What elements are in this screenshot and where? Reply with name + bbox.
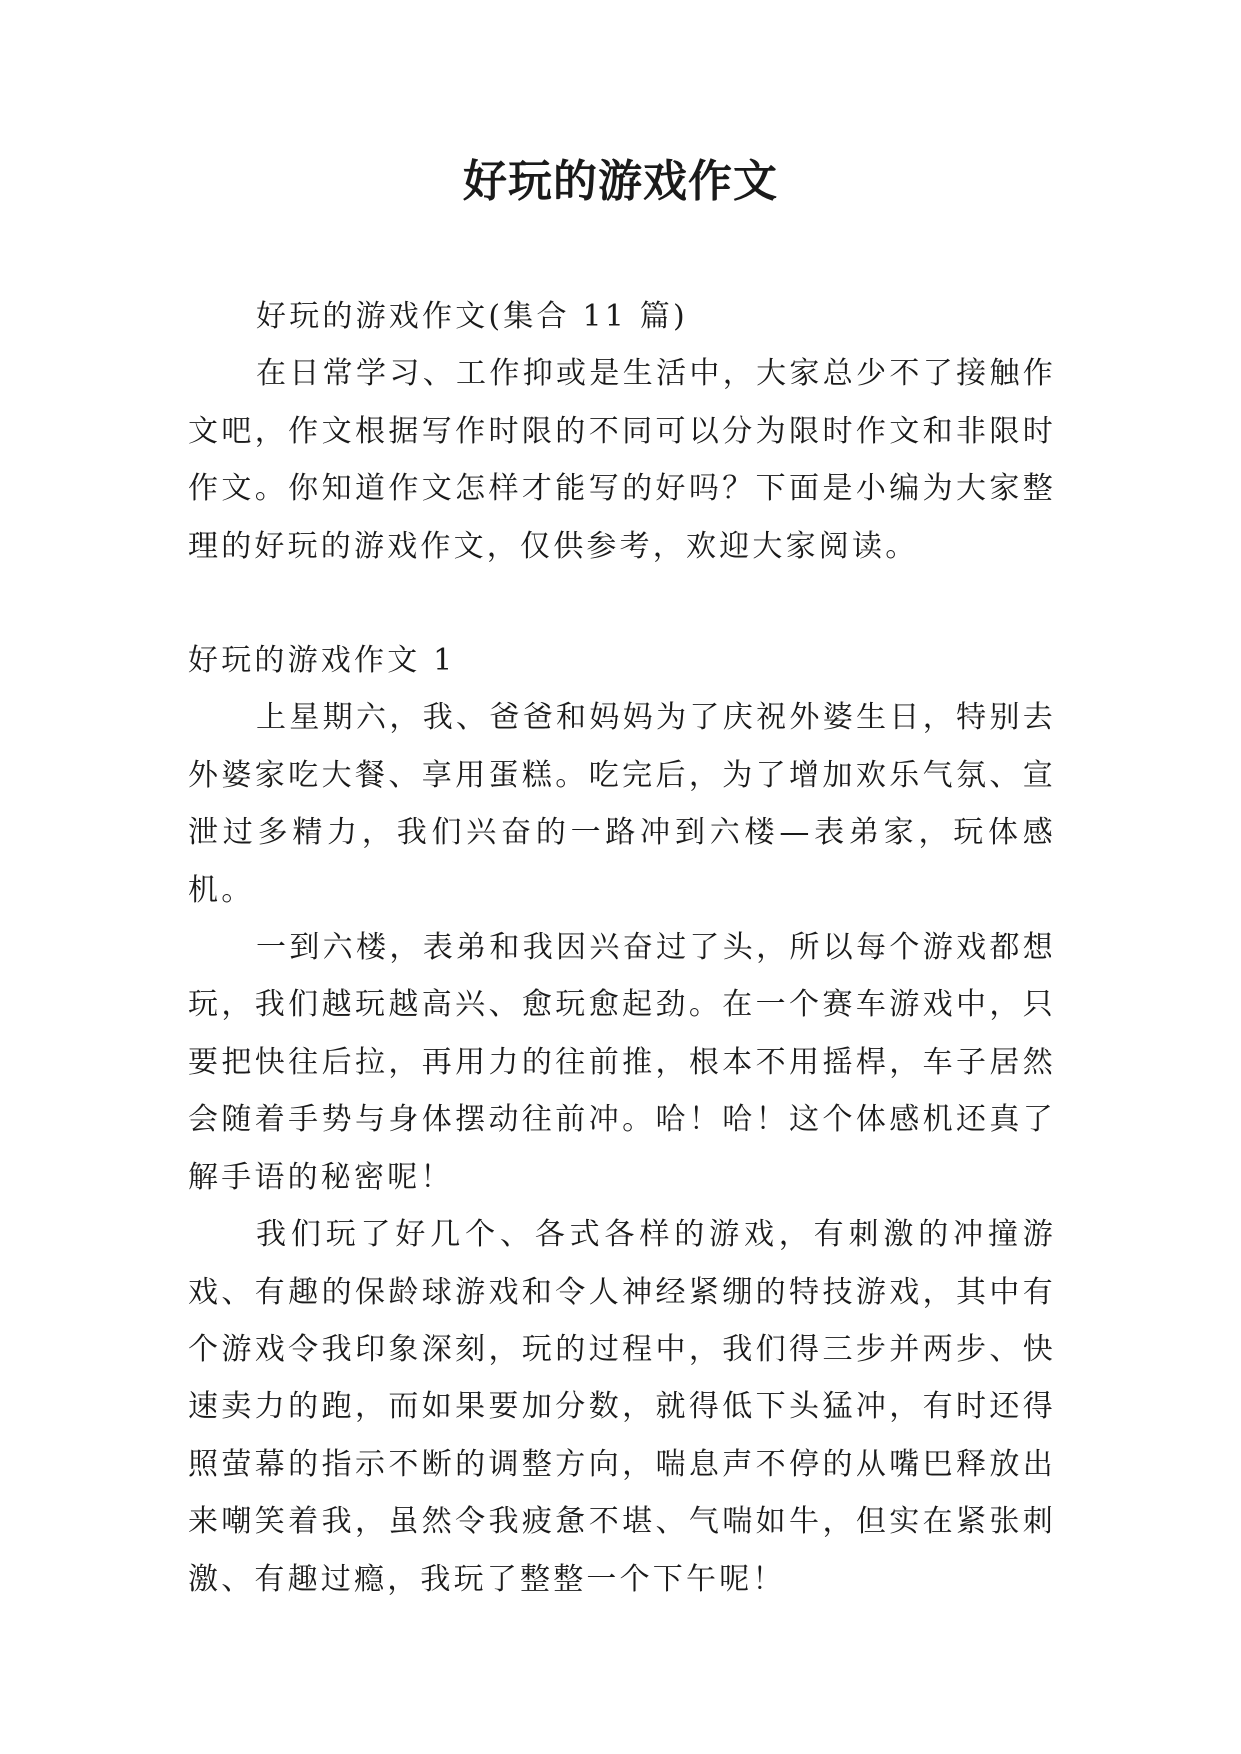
document-subtitle: 好玩的游戏作文(集合 11 篇) <box>256 299 688 334</box>
document-title: 好玩的游戏作文 <box>463 156 778 207</box>
section-heading: 好玩的游戏作文 1 <box>188 643 456 679</box>
body-paragraph: 我们玩了好几个、各式各样的游戏，有刺激的冲撞游戏、有趣的保龄球游戏和令人神经紧绷的特技游戏，其中有个游戏令我印象深刻，玩的过程中，我们得三步并两步、快速卖力的跑，而如果要加分数，就得低下头猛冲，有时还得照萤幕的指示不断的调整方向，喘息声不停的从嘴巴释放出来嘲笑着我，虽然令我疲惫不堪、气喘如牛，但实在紧张刺激、有趣过瘾，我玩了整整一个下午呢！ <box>188 1217 1056 1597</box>
body-paragraph: 上星期六，我、爸爸和妈妈为了庆祝外婆生日，特别去外婆家吃大餐、享用蛋糕。吃完后，为了增加欢乐气氛、宣泄过多精力，我们兴奋的一路冲到六楼—表弟家，玩体感机。 <box>188 700 1056 908</box>
intro-paragraph: 在日常学习、工作抑或是生活中，大家总少不了接触作文吧，作文根据写作时限的不同可以分为限时作文和非限时作文。你知道作文怎样才能写的好吗？下面是小编为大家整理的好玩的游戏作文，仅供参考，欢迎大家阅读。 <box>188 356 1056 564</box>
document-body <box>188 288 1056 1608</box>
body-paragraph: 一到六楼，表弟和我因兴奋过了头，所以每个游戏都想玩，我们越玩越高兴、愈玩愈起劲。在一个赛车游戏中，只要把快往后拉，再用力的往前推，根本不用摇桿，车子居然会随着手势与身体摆动往前冲。哈！哈！这个体感机还真了解手语的秘密呢！ <box>188 930 1056 1195</box>
